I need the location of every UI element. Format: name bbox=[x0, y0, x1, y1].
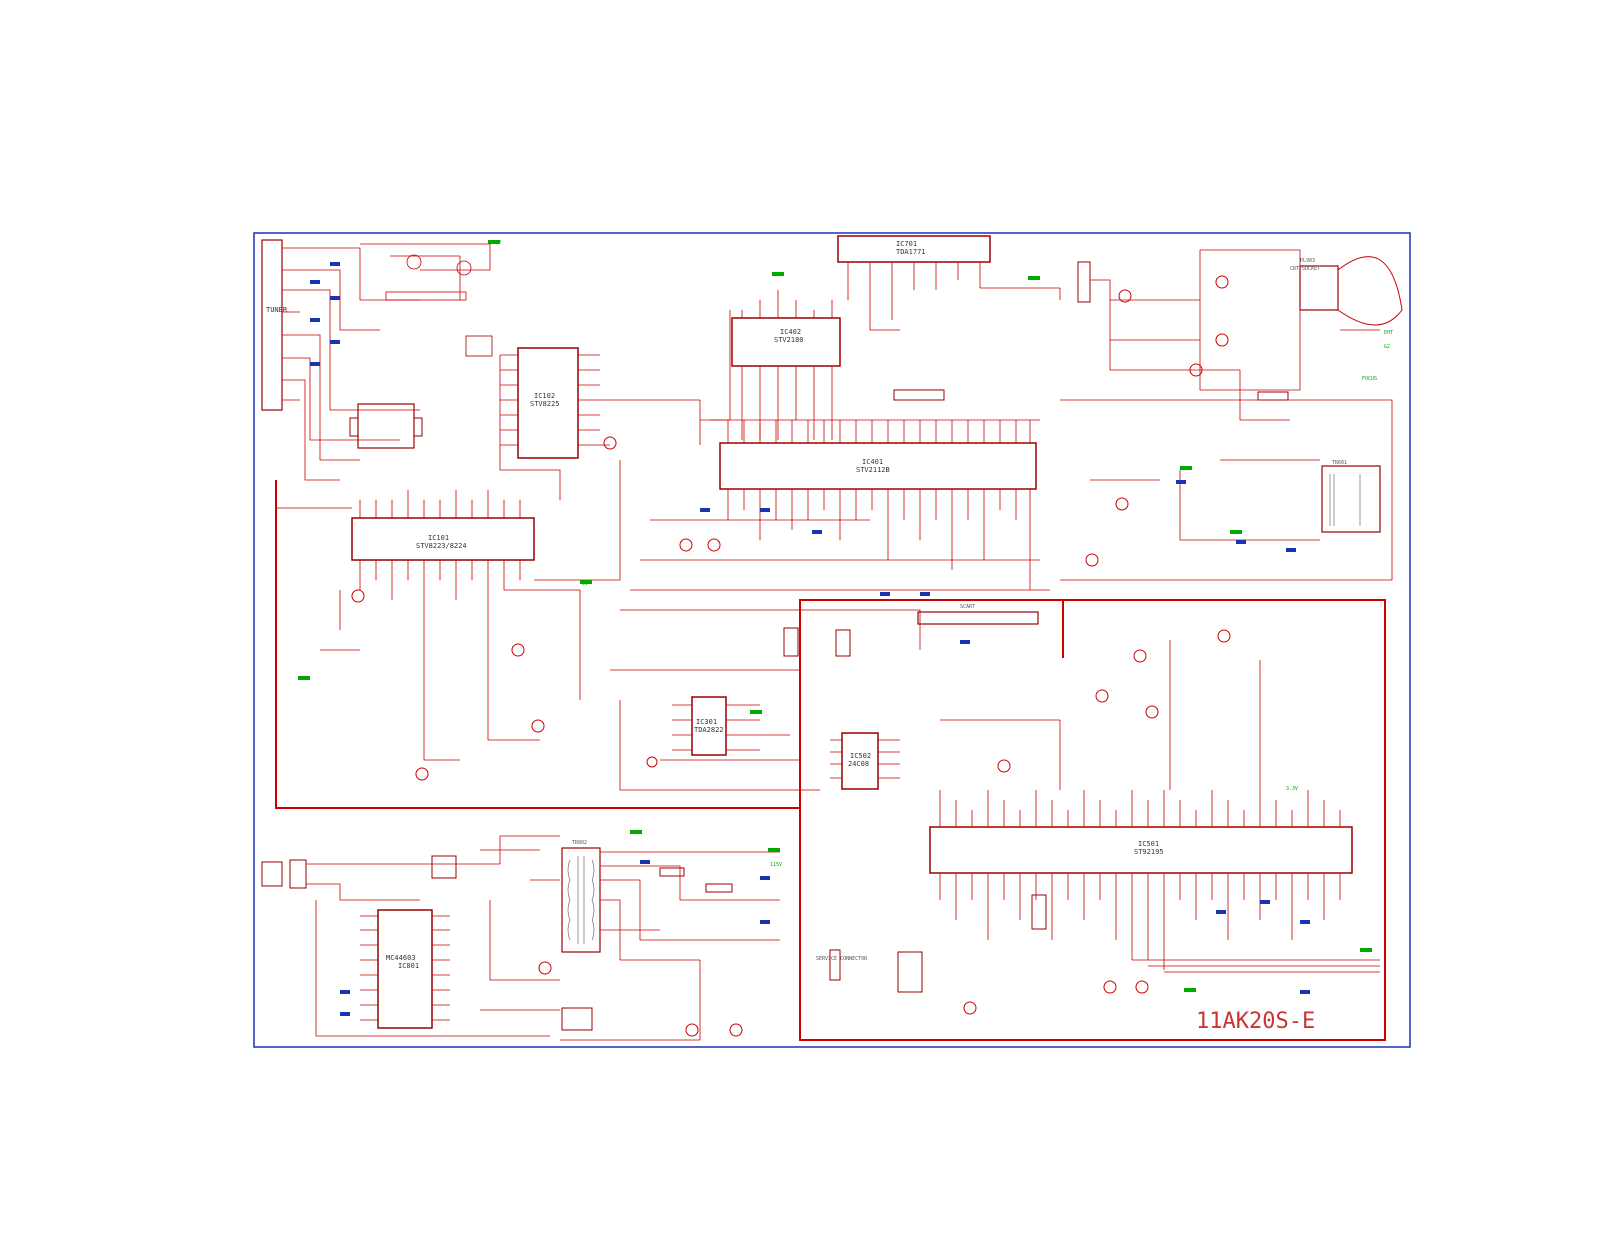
ic101-block bbox=[276, 460, 620, 780]
model-label: 11AK20S-E bbox=[1196, 1009, 1316, 1034]
ic502-block bbox=[830, 733, 900, 789]
component-labels bbox=[298, 240, 1372, 1016]
tr802-module bbox=[560, 840, 783, 1040]
ic301-ref: IC301 bbox=[696, 718, 718, 726]
crt-board bbox=[1078, 250, 1402, 420]
ic401-part: STV2112B bbox=[856, 466, 890, 474]
ic102-part: STV8225 bbox=[530, 400, 560, 408]
saw-filter bbox=[350, 404, 422, 448]
ic501-ref: IC501 bbox=[1138, 840, 1160, 848]
crt-socket-ref: PL903 bbox=[1300, 258, 1316, 264]
net-8v: 8V bbox=[770, 848, 777, 854]
ic801-part: MC44603 bbox=[386, 954, 416, 962]
ic701-part: TDA1771 bbox=[896, 248, 926, 256]
ic401-block bbox=[620, 420, 1050, 650]
tr802-label: TR802 bbox=[572, 840, 588, 846]
ic402-part: STV2180 bbox=[774, 336, 804, 344]
ic501-part: ST92195 bbox=[1134, 848, 1164, 856]
ic701-ref: IC701 bbox=[896, 240, 918, 248]
net-5v: 5V bbox=[582, 581, 589, 587]
ic501-block bbox=[930, 640, 1380, 1014]
ic701-block bbox=[838, 236, 1060, 330]
ic301-part: TDA2822 bbox=[694, 726, 724, 734]
ic402-ref: IC402 bbox=[780, 328, 802, 336]
net-focus: FOCUS bbox=[1362, 376, 1378, 382]
ic101-ref: IC101 bbox=[428, 534, 450, 542]
ic502-ref: IC502 bbox=[850, 752, 872, 760]
ic102-block bbox=[500, 348, 700, 500]
net-g2: G2 bbox=[1384, 344, 1391, 350]
power-supply bbox=[262, 836, 560, 1036]
ic402-block bbox=[710, 290, 840, 440]
net-12v: 12V bbox=[492, 240, 502, 246]
ic101-part: STV8223/8224 bbox=[416, 542, 467, 550]
ic301-block bbox=[610, 670, 820, 790]
tr601-label: TR601 bbox=[1332, 460, 1348, 466]
ic801-ref: IC801 bbox=[398, 962, 420, 970]
crt-socket-text: CRT SOCKET bbox=[1290, 266, 1321, 272]
tr601-module bbox=[1060, 400, 1392, 718]
service-connector bbox=[816, 895, 1046, 992]
ic502-part: 24C08 bbox=[848, 760, 870, 768]
tuner-label: TUNER bbox=[266, 306, 288, 314]
ic401-ref: IC401 bbox=[862, 458, 884, 466]
net-eht: EHT bbox=[1384, 330, 1394, 336]
scart-label: SCART bbox=[960, 604, 976, 610]
service-label: SERVICE CONNECTOR bbox=[816, 956, 868, 962]
ic102-ref: IC102 bbox=[534, 392, 556, 400]
sheet-border bbox=[254, 233, 1410, 1047]
tuner-module bbox=[262, 240, 420, 480]
net-115v: 115V bbox=[770, 862, 783, 868]
net-3v3: 3.3V bbox=[1286, 786, 1299, 792]
